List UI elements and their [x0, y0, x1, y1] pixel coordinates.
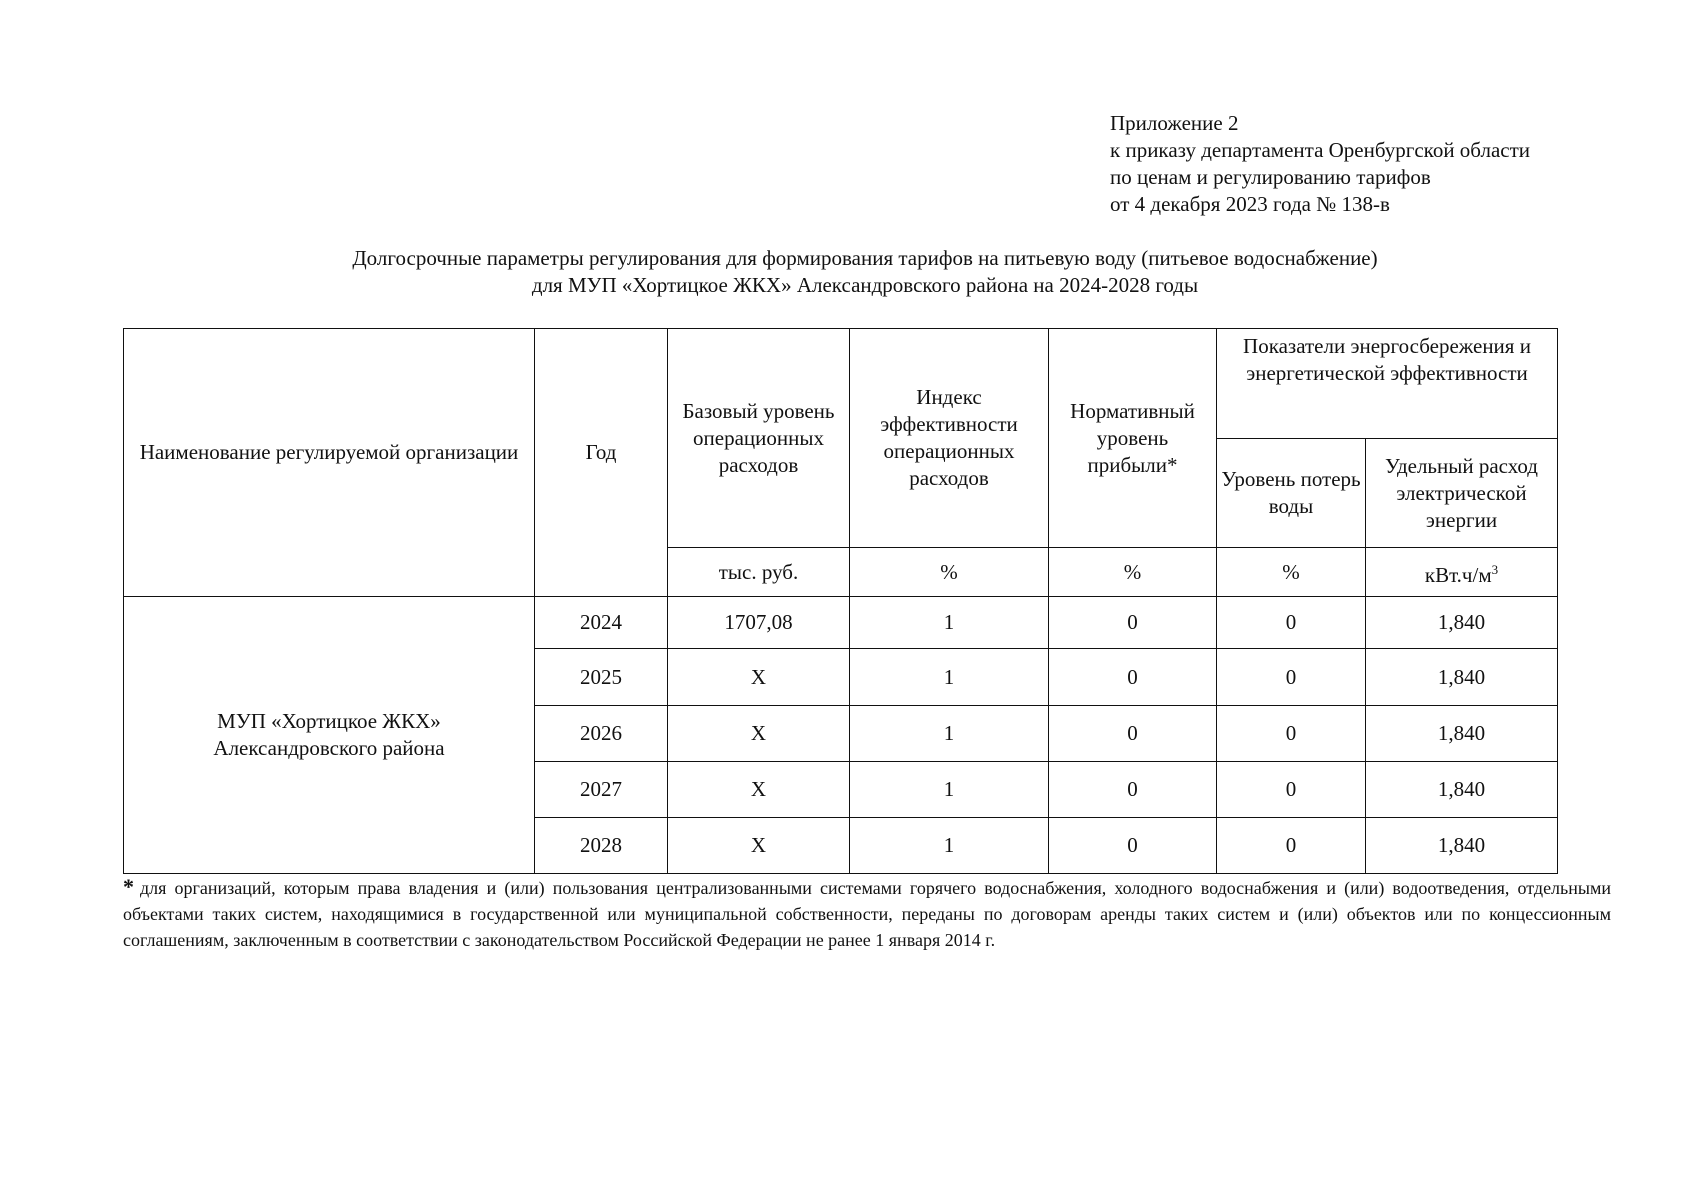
- unit-water-loss: %: [1217, 548, 1366, 597]
- cell-profit-level: 0: [1049, 706, 1217, 762]
- unit-electricity-sup: 3: [1491, 561, 1499, 577]
- cell-electricity: 1,840: [1366, 706, 1558, 762]
- document-title: [0, 245, 1696, 299]
- cell-base-opex: Х: [668, 649, 850, 706]
- cell-base-opex: Х: [668, 762, 850, 818]
- cell-electricity: 1,840: [1366, 649, 1558, 706]
- cell-year: 2025: [535, 649, 668, 706]
- appendix-line: от 4 декабря 2023 года № 138-в: [1110, 192, 1390, 216]
- appendix-block: [1110, 110, 1530, 218]
- cell-water-loss: 0: [1217, 818, 1366, 874]
- cell-base-opex: Х: [668, 706, 850, 762]
- org-name-cell: МУП «Хортицкое ЖКХ» Александровского района: [124, 597, 535, 874]
- appendix-line: по ценам и регулированию тарифов: [1110, 165, 1431, 189]
- header-water-loss: Уровень потерь воды: [1217, 439, 1366, 548]
- cell-profit-level: 0: [1049, 649, 1217, 706]
- unit-electricity-text: кВт.ч/м: [1424, 562, 1492, 587]
- cell-year: 2024: [535, 597, 668, 649]
- cell-base-opex: Х: [668, 818, 850, 874]
- cell-efficiency-index: 1: [850, 818, 1049, 874]
- title-line-1: Долгосрочные параметры регулирования для формирования тарифов на питьевую воду (питьевое водоснабжение): [352, 246, 1378, 270]
- cell-year: 2027: [535, 762, 668, 818]
- unit-electricity: [1366, 548, 1558, 597]
- cell-electricity: 1,840: [1366, 762, 1558, 818]
- title-line-2: для МУП «Хортицкое ЖКХ» Александровского района на 2024-2028 годы: [531, 273, 1199, 297]
- header-org: Наименование регулируемой организации: [124, 329, 535, 597]
- unit-profit-level: %: [1049, 548, 1217, 597]
- cell-profit-level: 0: [1049, 762, 1217, 818]
- cell-base-opex: 1707,08: [668, 597, 850, 649]
- parameters-table: [123, 328, 1558, 874]
- appendix-line: Приложение 2: [1110, 111, 1239, 135]
- cell-water-loss: 0: [1217, 706, 1366, 762]
- table-row: [124, 597, 1558, 649]
- cell-profit-level: 0: [1049, 818, 1217, 874]
- header-row-1: [124, 329, 1558, 439]
- cell-year: 2026: [535, 706, 668, 762]
- cell-electricity: 1,840: [1366, 597, 1558, 649]
- header-electricity: Удельный расход электрической энергии: [1366, 439, 1558, 548]
- header-efficiency-index: Индекс эффективности операционных расходов: [850, 329, 1049, 548]
- cell-efficiency-index: 1: [850, 597, 1049, 649]
- footnote-mark: *: [123, 874, 134, 899]
- cell-electricity: 1,840: [1366, 818, 1558, 874]
- unit-efficiency-index: %: [850, 548, 1049, 597]
- cell-water-loss: 0: [1217, 762, 1366, 818]
- cell-profit-level: 0: [1049, 597, 1217, 649]
- cell-efficiency-index: 1: [850, 649, 1049, 706]
- header-profit-level: Нормативный уровень прибыли*: [1049, 329, 1217, 548]
- cell-efficiency-index: 1: [850, 762, 1049, 818]
- appendix-line: к приказу департамента Оренбургской области: [1110, 138, 1530, 162]
- footnote: [123, 874, 1611, 953]
- header-base-opex: Базовый уровень операционных расходов: [668, 329, 850, 548]
- footnote-text: для организаций, которым права владения и (или) пользования централизованными системами горячего водоснабжения, холодного водоснабжения и (или) водоотведения, отдельными объектами таких систем, находящимися в государственной или муниципальной собственности, переданы по договорам аренды таких систем и (или) объектов или по концессионным соглашениям, заключенным в соответствии с законодательством Российской Федерации не ранее 1 января 2014 г.: [123, 878, 1611, 950]
- header-year: Год: [535, 329, 668, 597]
- cell-efficiency-index: 1: [850, 706, 1049, 762]
- cell-water-loss: 0: [1217, 649, 1366, 706]
- cell-water-loss: 0: [1217, 597, 1366, 649]
- unit-base-opex: тыс. руб.: [668, 548, 850, 597]
- cell-year: 2028: [535, 818, 668, 874]
- header-energy-group: Показатели энергосбережения и энергетической эффективности: [1217, 329, 1558, 439]
